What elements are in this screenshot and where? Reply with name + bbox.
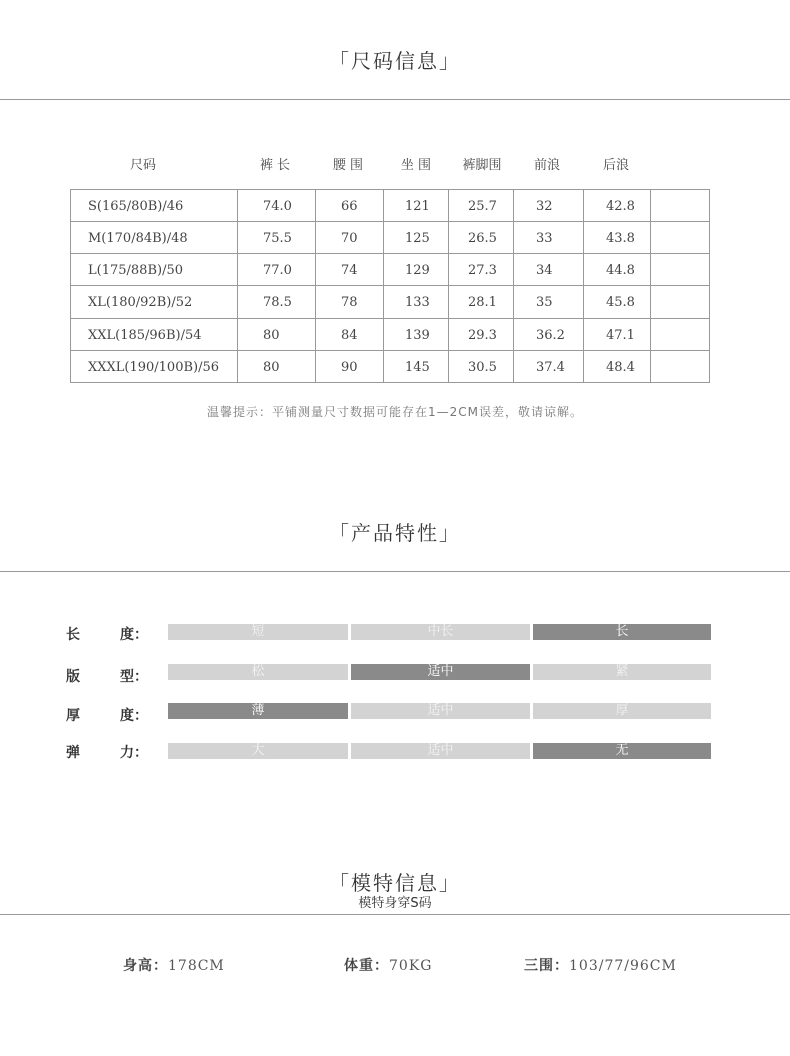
divider — [0, 99, 790, 100]
table-cell-size: L(175/88B)/50 — [88, 263, 183, 278]
feature-label-suffix: 度： — [120, 627, 148, 643]
divider — [0, 571, 790, 572]
feature-label-suffix: 型： — [120, 669, 148, 685]
table-cell: 129 — [405, 263, 430, 278]
table-cell: 75.5 — [263, 231, 292, 246]
feature-option: 薄 — [168, 703, 348, 719]
model-measurements — [524, 955, 677, 975]
feature-option: 短 — [168, 624, 348, 640]
table-cell: 34 — [536, 263, 553, 278]
model-subtitle: 模特身穿S码 — [358, 896, 432, 911]
table-cell: 74 — [341, 263, 358, 278]
table-cell: 32 — [536, 199, 553, 214]
table-cell: 125 — [405, 231, 430, 246]
table-cell: 36.2 — [536, 328, 565, 343]
table-cell: 45.8 — [606, 295, 635, 310]
table-cell: 27.3 — [468, 263, 497, 278]
table-col-divider — [513, 190, 514, 382]
feature-label-char: 版 — [66, 669, 80, 685]
feature-label-char: 厚 — [66, 708, 80, 724]
model-measurements-label: 三围： — [524, 958, 569, 974]
table-cell: 29.3 — [468, 328, 497, 343]
model-weight — [344, 955, 432, 975]
table-cell: 78.5 — [263, 295, 292, 310]
model-section-title: 「模特信息」 — [329, 871, 461, 895]
table-cell: 78 — [341, 295, 358, 310]
model-weight-value: 70KG — [389, 958, 433, 974]
table-col-divider — [448, 190, 449, 382]
measurement-note: 温馨提示：平铺测量尺寸数据可能存在1—2CM误差，敬请谅解。 — [206, 405, 583, 419]
header-size: 尺码 — [129, 158, 156, 173]
table-cell-size: S(165/80B)/46 — [88, 199, 184, 214]
feature-label-suffix: 力： — [120, 745, 148, 761]
table-cell: 43.8 — [606, 231, 635, 246]
table-cell: 74.0 — [263, 199, 292, 214]
table-cell: 90 — [341, 360, 358, 375]
divider — [0, 914, 790, 915]
features-section-title: 「产品特性」 — [329, 521, 461, 545]
table-cell: 139 — [405, 328, 430, 343]
model-measurements-value: 103/77/96CM — [569, 958, 677, 974]
table-cell: 80 — [263, 360, 280, 375]
table-cell-size: XXL(185/96B)/54 — [88, 328, 202, 343]
table-cell-size: XXXL(190/100B)/56 — [88, 360, 220, 375]
table-cell: 70 — [341, 231, 358, 246]
table-cell: 37.4 — [536, 360, 565, 375]
feature-option: 厚 — [533, 703, 711, 719]
table-cell-size: XL(180/92B)/52 — [88, 295, 193, 310]
size-table — [70, 189, 710, 383]
feature-label-char: 长 — [66, 627, 80, 643]
header-length: 裤 长 — [259, 158, 291, 173]
header-front-rise: 前浪 — [533, 158, 560, 173]
feature-option: 适中 — [351, 703, 530, 719]
header-hip: 坐 围 — [400, 158, 432, 173]
feature-label-suffix: 度： — [120, 708, 148, 724]
table-cell: 84 — [341, 328, 358, 343]
feature-option: 大 — [168, 743, 348, 759]
table-cell-size: M(170/84B)/48 — [88, 231, 188, 246]
table-col-divider — [237, 190, 238, 382]
feature-option: 松 — [168, 664, 348, 680]
feature-label-char: 弹 — [66, 745, 80, 761]
table-cell: 25.7 — [468, 199, 497, 214]
table-cell: 42.8 — [606, 199, 635, 214]
feature-option: 长 — [533, 624, 711, 640]
table-cell: 66 — [341, 199, 358, 214]
table-col-divider — [583, 190, 584, 382]
model-height-value: 178CM — [168, 958, 225, 974]
feature-option: 中长 — [351, 624, 530, 640]
size-section-title: 「尺码信息」 — [329, 49, 461, 73]
table-cell: 44.8 — [606, 263, 635, 278]
feature-option: 紧 — [533, 664, 711, 680]
table-col-divider — [383, 190, 384, 382]
feature-option: 适中 — [351, 664, 530, 680]
table-cell: 77.0 — [263, 263, 292, 278]
feature-option: 适中 — [351, 743, 530, 759]
header-back-rise: 后浪 — [602, 158, 629, 173]
table-cell: 26.5 — [468, 231, 497, 246]
table-cell: 133 — [405, 295, 430, 310]
header-hem: 裤脚围 — [462, 158, 502, 173]
table-cell: 48.4 — [606, 360, 635, 375]
feature-option: 无 — [533, 743, 711, 759]
header-waist: 腰 围 — [332, 158, 364, 173]
model-height-label: 身高： — [123, 958, 168, 974]
table-cell: 35 — [536, 295, 553, 310]
table-cell: 80 — [263, 328, 280, 343]
table-col-divider — [650, 190, 651, 382]
table-col-divider — [315, 190, 316, 382]
table-cell: 28.1 — [468, 295, 497, 310]
table-cell: 30.5 — [468, 360, 497, 375]
table-cell: 47.1 — [606, 328, 635, 343]
table-cell: 121 — [405, 199, 430, 214]
model-height — [123, 955, 225, 975]
model-weight-label: 体重： — [344, 958, 389, 974]
table-cell: 145 — [405, 360, 430, 375]
table-cell: 33 — [536, 231, 553, 246]
